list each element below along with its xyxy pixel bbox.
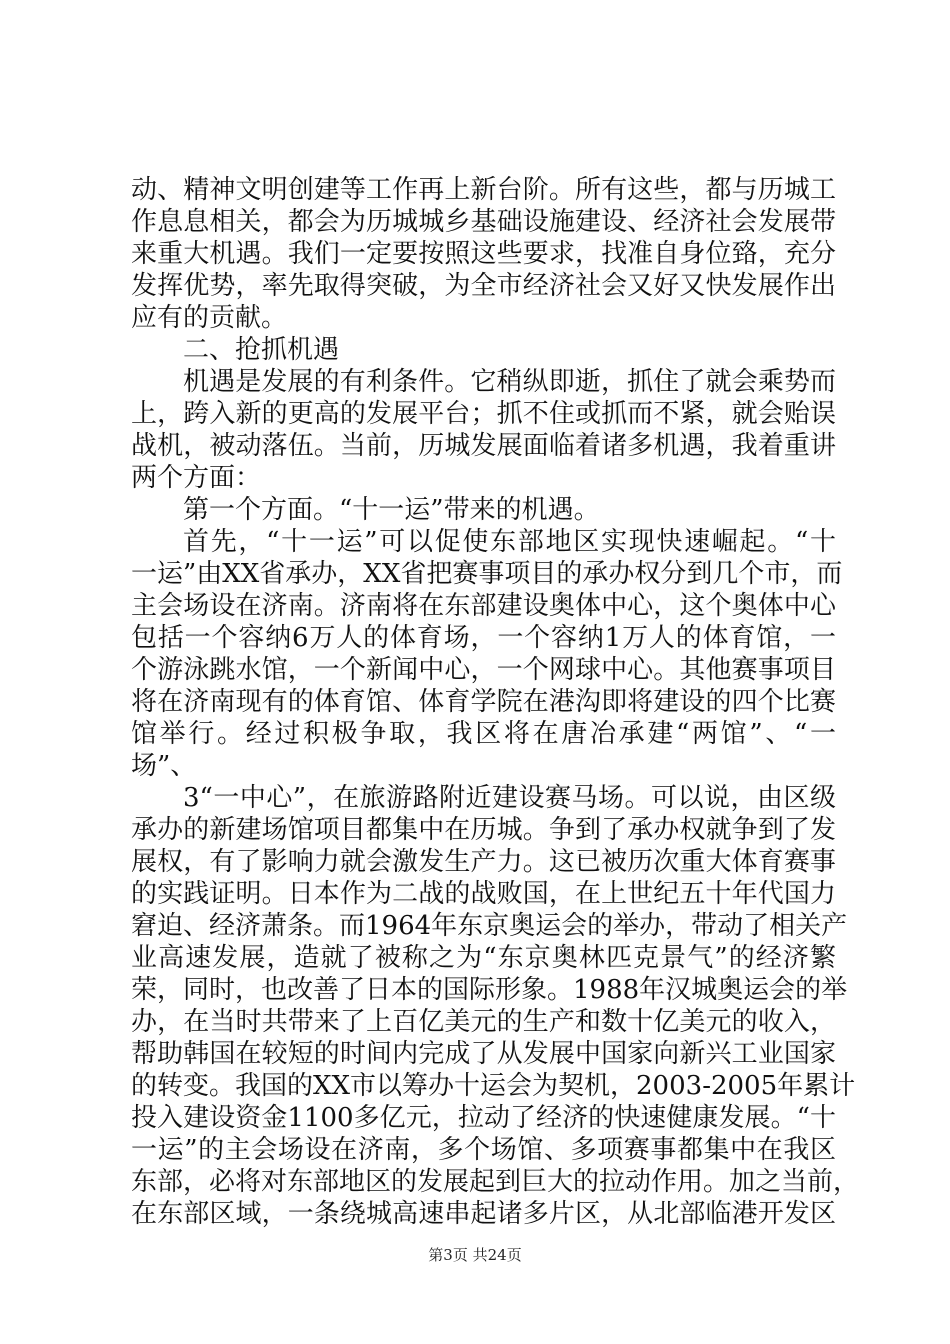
text-line: 发挥优势，率先取得突破，为全市经济社会又好又快发展作出 — [131, 271, 836, 301]
text-line: 荣，同时，也改善了日本的国际形象。1988年汉城奥运会的举 — [131, 975, 848, 1005]
text-line: 在东部区域，一条绕城高速串起诸多片区，从北部临港开发区 — [131, 1199, 836, 1229]
text-line: 承办的新建场馆项目都集中在历城。争到了承办权就争到了发 — [131, 815, 836, 845]
text-line: 业高速发展，造就了被称之为“东京奥林匹克景气”的经济繁 — [131, 943, 836, 973]
text-line: 一运”的主会场设在济南，多个场馆、多项赛事都集中在我区 — [131, 1135, 836, 1165]
text-line: 帮助韩国在较短的时间内完成了从发展中国家向新兴工业国家 — [131, 1039, 836, 1069]
text-line: 包括一个容纳6万人的体育场，一个容纳1万人的体育馆，一 — [131, 623, 836, 653]
text-line: 投入建设资金1100多亿元，拉动了经济的快速健康发展。“十 — [131, 1103, 836, 1133]
section-heading: 二、抢抓机遇 — [183, 335, 340, 365]
page-number: 第3页 共24页 — [428, 1246, 522, 1264]
text-line: 战机，被动落伍。当前，历城发展面临着诸多机遇，我着重讲 — [131, 431, 836, 461]
text-line: 两个方面： — [131, 463, 262, 493]
text-line: 窘迫、经济萧条。而1964年东京奥运会的举办，带动了相关产 — [131, 911, 848, 941]
text-line: 来重大机遇。我们一定要按照这些要求，找准自身位臵，充分 — [131, 239, 836, 269]
page-footer — [0, 1245, 950, 1265]
text-line: 应有的贡献。 — [131, 303, 288, 333]
text-line: 主会场设在济南。济南将在东部建设奥体中心，这个奥体中心 — [131, 591, 836, 621]
text-line: 个游泳跳水馆，一个新闻中心，一个网球中心。其他赛事项目 — [131, 655, 836, 685]
text-line: 的实践证明。日本作为二战的战败国，在上世纪五十年代国力 — [131, 879, 836, 909]
text-line: 办，在当时共带来了上百亿美元的生产和数十亿美元的收入， — [131, 1007, 836, 1037]
text-line: 一运”由XX省承办，XX省把赛事项目的承办权分到几个市，而 — [131, 559, 843, 589]
subsection-heading: 第一个方面。“十一运”带来的机遇。 — [183, 495, 600, 525]
text-line: 展权，有了影响力就会激发生产力。这已被历次重大体育赛事 — [131, 847, 836, 877]
text-line: 机遇是发展的有利条件。它稍纵即逝，抓住了就会乘势而 — [183, 367, 836, 397]
text-line: 动、精神文明创建等工作再上新台阶。所有这些，都与历城工 — [131, 175, 836, 205]
body-text — [131, 174, 860, 1230]
text-line: 首先，“十一运”可以促使东部地区实现快速崛起。“十 — [183, 527, 836, 557]
text-line: 东部，必将对东部地区的发展起到巨大的拉动作用。加之当前， — [131, 1167, 860, 1197]
text-line: 的转变。我国的XX市以筹办十运会为契机，2003-2005年累计 — [131, 1071, 856, 1101]
text-line: 场”、 — [131, 751, 197, 781]
text-line: 将在济南现有的体育馆、体育学院在港沟即将建设的四个比赛 — [131, 687, 836, 717]
text-line: 上，跨入新的更高的发展平台；抓不住或抓而不紧，就会贻误 — [131, 399, 836, 429]
text-line: 3“一中心”，在旅游路附近建设赛马场。可以说，由区级 — [183, 783, 836, 813]
text-line: 馆举行。经过积极争取，我区将在唐冶承建“两馆”、“一 — [131, 719, 836, 749]
text-line: 作息息相关，都会为历城城乡基础设施建设、经济社会发展带 — [131, 207, 836, 237]
